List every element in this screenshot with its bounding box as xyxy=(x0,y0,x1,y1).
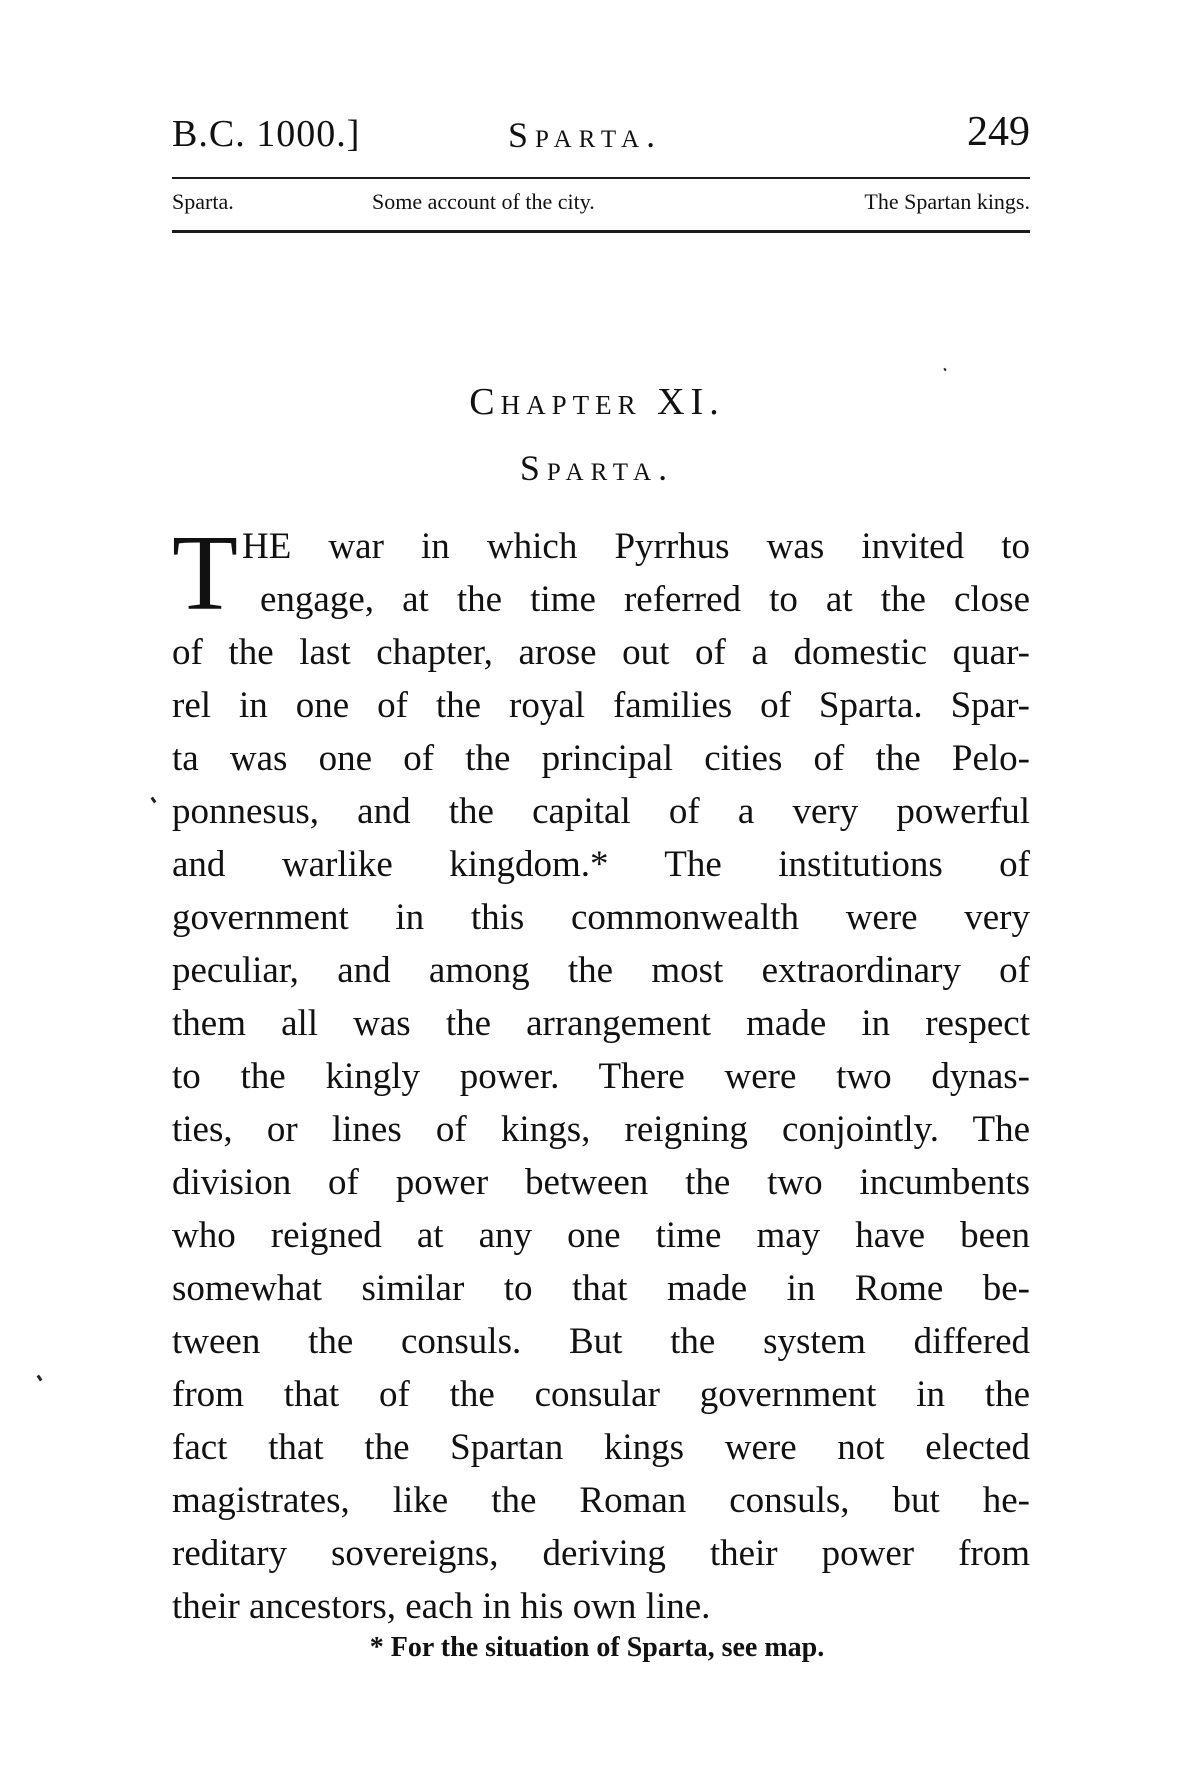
subhead-right: The Spartan kings. xyxy=(864,189,1030,214)
text-line: them all was the arrangement made in respect xyxy=(172,1003,1030,1044)
text-line: ties, or lines of kings, reigning conjointly. The xyxy=(172,1109,1030,1150)
chapter-title: Sparta. xyxy=(519,448,675,488)
date-range: B.C. 1000.] xyxy=(172,113,361,155)
ink-speck xyxy=(151,797,157,804)
running-title: Sparta. xyxy=(508,115,663,155)
header-rule-bottom xyxy=(172,230,1030,233)
text-line: division of power between the two incumbents xyxy=(172,1162,1030,1203)
text-line: to the kingly power. There were two dynas- xyxy=(172,1056,1030,1097)
text-line: of the last chapter, arose out of a domestic quar- xyxy=(172,632,1030,673)
marginal-subheads xyxy=(172,189,1030,225)
text-line: tween the consuls. But the system differed xyxy=(172,1321,1030,1362)
footnote: * For the situation of Sparta, see map. xyxy=(369,1632,825,1663)
text-line: government in this commonwealth were very xyxy=(172,897,1030,938)
text-line: peculiar, and among the most extraordinary of xyxy=(172,950,1030,991)
header-rule-top xyxy=(172,177,1030,179)
text-line: from that of the consular government in the xyxy=(172,1374,1030,1415)
text-line: fact that the Spartan kings were not elected xyxy=(172,1427,1030,1468)
text-line: who reigned at any one time may have been xyxy=(172,1215,1030,1256)
subhead-left: Sparta. xyxy=(172,189,234,214)
text-line: and warlike kingdom.* The institutions of xyxy=(172,844,1030,885)
text-line: ponnesus, and the capital of a very powerful xyxy=(172,791,1030,832)
text-line: engage, at the time referred to at the close xyxy=(260,579,1030,620)
text-line: their ancestors, each in his own line. xyxy=(172,1586,711,1627)
text-line: magistrates, like the Roman consuls, but he- xyxy=(172,1480,1030,1521)
ink-speck xyxy=(37,1375,43,1382)
page-number: 249 xyxy=(967,109,1030,155)
text-line: somewhat similar to that made in Rome be- xyxy=(172,1268,1030,1309)
chapter-heading: Chapter XI. xyxy=(469,381,725,423)
ink-speck xyxy=(943,368,946,372)
text-line: HE war in which Pyrrhus was invited to xyxy=(242,526,1030,567)
body-text xyxy=(172,514,1030,1633)
subhead-center: Some account of the city. xyxy=(372,189,595,214)
text-line: rel in one of the royal families of Sparta. Spar- xyxy=(172,685,1030,726)
text-line: ta was one of the principal cities of the Pelo- xyxy=(172,738,1030,779)
drop-cap: T xyxy=(172,514,238,633)
running-head xyxy=(172,100,1030,160)
text-line: reditary sovereigns, deriving their power from xyxy=(172,1533,1030,1574)
